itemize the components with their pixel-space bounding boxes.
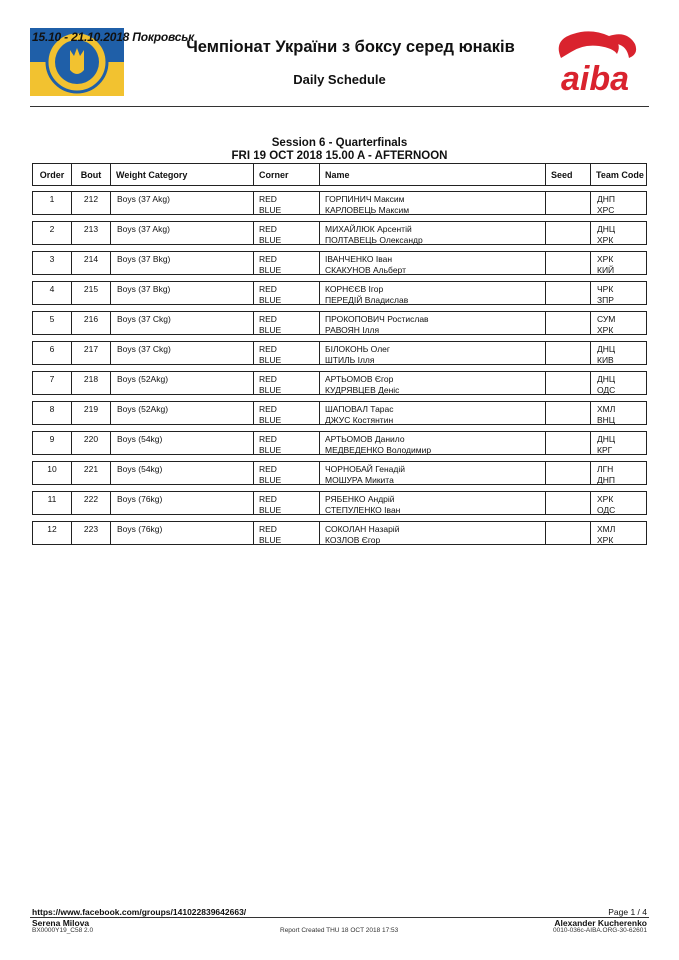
- red-team-code: ЛГН: [597, 464, 614, 474]
- col-bout: Bout: [72, 164, 111, 185]
- corner-red: RED: [259, 224, 277, 234]
- cell-corner: [254, 372, 320, 394]
- blue-boxer-name: ШТИЛЬ Ілля: [325, 355, 375, 365]
- cell-corner: [254, 432, 320, 454]
- cell-order: 12: [33, 522, 72, 544]
- corner-red: RED: [259, 344, 277, 354]
- col-weight-category: Weight Category: [111, 164, 254, 185]
- corner-blue: BLUE: [259, 535, 282, 545]
- corner-blue: BLUE: [259, 265, 282, 275]
- blue-boxer-name: МОШУРА Микита: [325, 475, 394, 485]
- footer-url: https://www.facebook.com/groups/141022839642663/: [32, 907, 247, 917]
- red-boxer-name: МИХАЙЛЮК Арсентій: [325, 224, 412, 234]
- cell-order: 11: [33, 492, 72, 514]
- cell-name: [320, 282, 546, 304]
- cell-weight-category: Boys (76kg): [111, 522, 254, 544]
- table-row: [32, 401, 647, 425]
- blue-team-code: ХРК: [597, 235, 614, 245]
- cell-bout: 214: [72, 252, 111, 274]
- blue-team-code: ОДС: [597, 505, 616, 515]
- cell-weight-category: Boys (37 Bkg): [111, 282, 254, 304]
- blue-boxer-name: КУДРЯВЦЕВ Деніс: [325, 385, 400, 395]
- col-name: Name: [320, 164, 546, 185]
- cell-bout: 223: [72, 522, 111, 544]
- cell-order: 5: [33, 312, 72, 334]
- corner-red: RED: [259, 194, 277, 204]
- cell-weight-category: Boys (52Akg): [111, 402, 254, 424]
- cell-weight-category: Boys (54kg): [111, 462, 254, 484]
- cell-seed: [546, 312, 591, 334]
- cell-seed: [546, 432, 591, 454]
- cell-weight-category: Boys (37 Ckg): [111, 312, 254, 334]
- session-info: [0, 137, 679, 163]
- cell-order: 4: [33, 282, 72, 304]
- table-row: [32, 251, 647, 275]
- blue-boxer-name: СКАКУНОВ Альберт: [325, 265, 406, 275]
- blue-team-code: КРГ: [597, 445, 613, 455]
- corner-blue: BLUE: [259, 445, 282, 455]
- blue-team-code: ХРК: [597, 535, 614, 545]
- cell-order: 6: [33, 342, 72, 364]
- red-boxer-name: РЯБЕНКО Андрій: [325, 494, 395, 504]
- corner-red: RED: [259, 434, 277, 444]
- cell-corner: [254, 492, 320, 514]
- cell-corner: [254, 312, 320, 334]
- cell-team-code: [591, 342, 646, 364]
- corner-red: RED: [259, 374, 277, 384]
- footer-right-name: Alexander Kucherenko: [554, 918, 647, 928]
- cell-bout: 213: [72, 222, 111, 244]
- red-boxer-name: КОРНЄЄВ Ігор: [325, 284, 384, 294]
- cell-bout: 217: [72, 342, 111, 364]
- blue-boxer-name: КОЗЛОВ Єгор: [325, 535, 381, 545]
- header-divider: [30, 106, 649, 107]
- cell-name: [320, 312, 546, 334]
- aiba-logo: [543, 28, 645, 98]
- footer-report-created: Report Created THU 18 OCT 2018 17:53: [280, 927, 399, 934]
- corner-red: RED: [259, 314, 277, 324]
- cell-team-code: [591, 282, 646, 304]
- blue-team-code: ВНЦ: [597, 415, 616, 425]
- red-boxer-name: ШАПОВАЛ Тарас: [325, 404, 394, 414]
- cell-seed: [546, 402, 591, 424]
- cell-name: [320, 462, 546, 484]
- blue-boxer-name: ДЖУС Костянтин: [325, 415, 394, 425]
- cell-weight-category: Boys (52Akg): [111, 372, 254, 394]
- cell-order: 8: [33, 402, 72, 424]
- blue-team-code: ДНП: [597, 475, 616, 485]
- blue-team-code: ХРС: [597, 205, 615, 215]
- cell-team-code: [591, 222, 646, 244]
- cell-team-code: [591, 312, 646, 334]
- col-seed: Seed: [546, 164, 591, 185]
- table-row: [32, 221, 647, 245]
- red-team-code: ХМЛ: [597, 404, 616, 414]
- cell-name: [320, 372, 546, 394]
- red-team-code: ДНЦ: [597, 434, 616, 444]
- cell-team-code: [591, 192, 646, 214]
- cell-seed: [546, 462, 591, 484]
- red-team-code: ДНЦ: [597, 224, 616, 234]
- cell-order: 7: [33, 372, 72, 394]
- page-subtitle: Daily Schedule: [293, 72, 386, 87]
- blue-team-code: КИВ: [597, 355, 614, 365]
- table-header: [32, 163, 647, 186]
- cell-weight-category: Boys (76kg): [111, 492, 254, 514]
- red-boxer-name: АРТЬОМОВ Данило: [325, 434, 405, 444]
- red-boxer-name: ПРОКОПОВИЧ Ростислав: [325, 314, 429, 324]
- cell-seed: [546, 342, 591, 364]
- corner-blue: BLUE: [259, 505, 282, 515]
- corner-blue: BLUE: [259, 385, 282, 395]
- session-title: Session 6 - Quarterfinals: [271, 137, 408, 149]
- corner-red: RED: [259, 284, 277, 294]
- blue-boxer-name: РАВОЯН Ілля: [325, 325, 380, 335]
- blue-boxer-name: СТЕПУЛЕНКО Іван: [325, 505, 401, 515]
- session-date-time: FRI 19 OCT 2018 15.00 A - AFTERNOON: [231, 150, 448, 162]
- cell-bout: 218: [72, 372, 111, 394]
- table-row: [32, 311, 647, 335]
- corner-red: RED: [259, 494, 277, 504]
- event-dates-location: 15.10 - 21.10.2018 Покровськ: [32, 30, 195, 44]
- corner-red: RED: [259, 404, 277, 414]
- table-row: [32, 461, 647, 485]
- red-team-code: ДНЦ: [597, 344, 616, 354]
- page-title: Чемпіонат України з боксу серед юнаків: [186, 38, 515, 56]
- cell-corner: [254, 402, 320, 424]
- cell-order: 10: [33, 462, 72, 484]
- cell-weight-category: Boys (37 Akg): [111, 222, 254, 244]
- cell-name: [320, 522, 546, 544]
- footer-org-code: 0010-036c-AIBA.ORG-30-62601: [553, 927, 647, 934]
- footer-left-name: Serena Milova: [32, 918, 90, 928]
- cell-corner: [254, 462, 320, 484]
- red-boxer-name: АРТЬОМОВ Єгор: [325, 374, 394, 384]
- cell-bout: 215: [72, 282, 111, 304]
- cell-order: 1: [33, 192, 72, 214]
- cell-seed: [546, 222, 591, 244]
- cell-team-code: [591, 432, 646, 454]
- corner-blue: BLUE: [259, 295, 282, 305]
- cell-weight-category: Boys (37 Bkg): [111, 252, 254, 274]
- aiba-logo-text: aiba: [560, 60, 630, 98]
- cell-bout: 219: [72, 402, 111, 424]
- cell-weight-category: Boys (37 Ckg): [111, 342, 254, 364]
- corner-blue: BLUE: [259, 325, 282, 335]
- cell-seed: [546, 252, 591, 274]
- blue-team-code: ХРК: [597, 325, 614, 335]
- blue-boxer-name: ПЕРЕДІЙ Владислав: [325, 295, 409, 305]
- cell-order: 3: [33, 252, 72, 274]
- cell-name: [320, 492, 546, 514]
- blue-team-code: ЗПР: [597, 295, 614, 305]
- table-row: [32, 521, 647, 545]
- corner-red: RED: [259, 464, 277, 474]
- cell-seed: [546, 372, 591, 394]
- footer-doc-code: BX0000Y19_C58 2.0: [32, 927, 94, 934]
- corner-red: RED: [259, 254, 277, 264]
- cell-bout: 216: [72, 312, 111, 334]
- corner-red: RED: [259, 524, 277, 534]
- cell-team-code: [591, 492, 646, 514]
- cell-team-code: [591, 402, 646, 424]
- cell-weight-category: Boys (54kg): [111, 432, 254, 454]
- cell-corner: [254, 252, 320, 274]
- blue-boxer-name: КАРЛОВЕЦЬ Максим: [325, 205, 410, 215]
- red-boxer-name: ЧОРНОБАЙ Генадій: [325, 464, 406, 474]
- cell-name: [320, 342, 546, 364]
- cell-bout: 222: [72, 492, 111, 514]
- cell-name: [320, 222, 546, 244]
- table-row: [32, 281, 647, 305]
- red-boxer-name: БІЛОКОНЬ Олег: [325, 344, 390, 354]
- corner-blue: BLUE: [259, 205, 282, 215]
- red-boxer-name: ІВАНЧЕНКО Іван: [325, 254, 393, 264]
- red-team-code: ДНП: [597, 194, 616, 204]
- red-team-code: ДНЦ: [597, 374, 616, 384]
- cell-corner: [254, 192, 320, 214]
- table-row: [32, 191, 647, 215]
- cell-team-code: [591, 522, 646, 544]
- cell-seed: [546, 282, 591, 304]
- table-row: [32, 371, 647, 395]
- cell-team-code: [591, 252, 646, 274]
- cell-name: [320, 432, 546, 454]
- cell-order: 9: [33, 432, 72, 454]
- cell-bout: 212: [72, 192, 111, 214]
- col-corner: Corner: [254, 164, 320, 185]
- cell-corner: [254, 522, 320, 544]
- table-row: [32, 341, 647, 365]
- cell-team-code: [591, 372, 646, 394]
- table-row: [32, 491, 647, 515]
- col-team-code: Team Code: [596, 169, 644, 180]
- corner-blue: BLUE: [259, 475, 282, 485]
- table-row: [32, 431, 647, 455]
- blue-team-code: КИЙ: [597, 265, 615, 275]
- corner-blue: BLUE: [259, 415, 282, 425]
- cell-weight-category: Boys (37 Akg): [111, 192, 254, 214]
- cell-bout: 220: [72, 432, 111, 454]
- cell-corner: [254, 282, 320, 304]
- cell-seed: [546, 522, 591, 544]
- red-team-code: ХРК: [597, 494, 614, 504]
- blue-boxer-name: ПОЛТАВЕЦЬ Олександр: [325, 235, 423, 245]
- red-boxer-name: СОКОЛАН Назарій: [325, 524, 400, 534]
- cell-bout: 221: [72, 462, 111, 484]
- blue-boxer-name: МЕДВЕДЕНКО Володимир: [325, 445, 432, 455]
- cell-name: [320, 252, 546, 274]
- cell-order: 2: [33, 222, 72, 244]
- cell-name: [320, 192, 546, 214]
- red-team-code: ЧРК: [597, 284, 614, 294]
- red-team-code: СУМ: [597, 314, 616, 324]
- schedule-table: [32, 163, 647, 545]
- cell-seed: [546, 492, 591, 514]
- page-number: Page 1 / 4: [608, 907, 647, 917]
- corner-blue: BLUE: [259, 235, 282, 245]
- table-body: [32, 191, 647, 545]
- cell-seed: [546, 192, 591, 214]
- red-boxer-name: ГОРПИНИЧ Максим: [325, 194, 405, 204]
- corner-blue: BLUE: [259, 355, 282, 365]
- col-order: Order: [33, 164, 72, 185]
- red-team-code: ХРК: [597, 254, 614, 264]
- cell-name: [320, 402, 546, 424]
- cell-corner: [254, 222, 320, 244]
- cell-corner: [254, 342, 320, 364]
- cell-team-code: [591, 462, 646, 484]
- blue-team-code: ОДС: [597, 385, 616, 395]
- red-team-code: ХМЛ: [597, 524, 616, 534]
